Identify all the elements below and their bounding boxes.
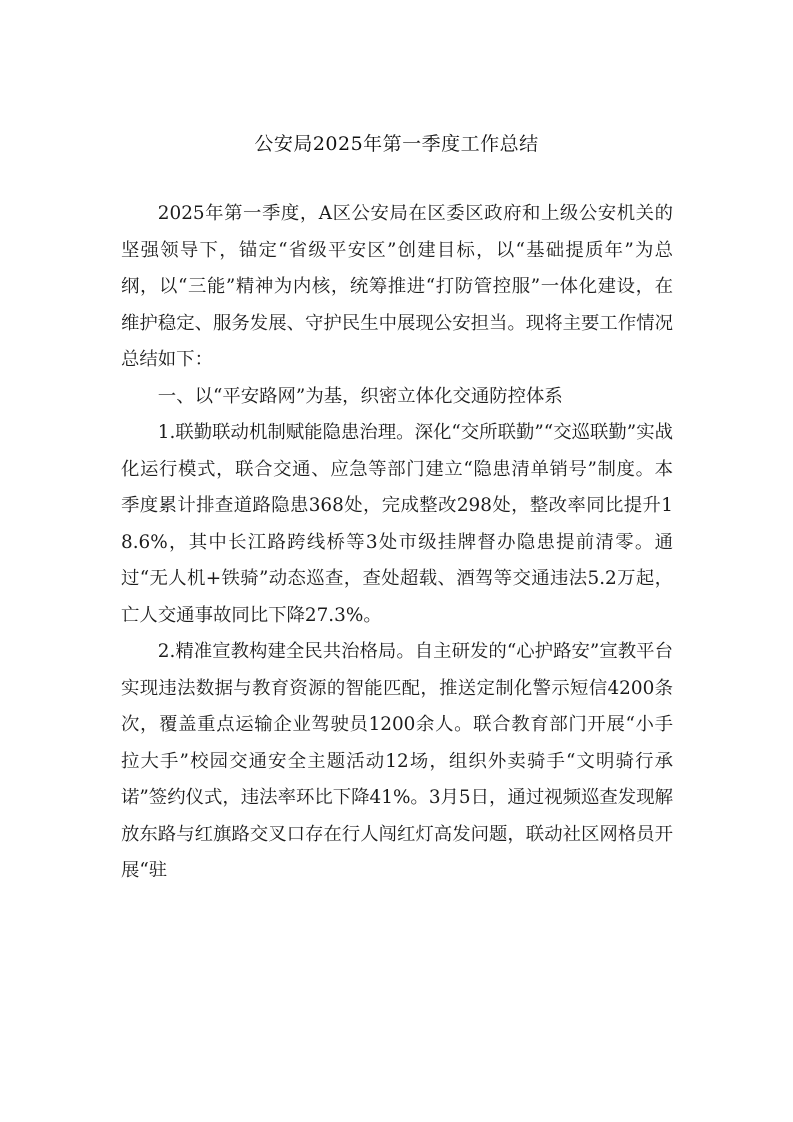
document-body <box>121 196 673 890</box>
document-title: 公安局2025年第一季度工作总结 <box>254 133 539 155</box>
item-paragraph-1: 1.联勤联动机制赋能隐患治理。深化“交所联勤”“交巡联勤”实战化运行模式，联合交通、应急等部门建立“隐患清单销号”制度。本季度累计排查道路隐患368处，完成整改298处，整改率同比提升18.6%，其中长江路跨线桥等3处市级挂牌督办隐患提前清零。通过“无人机+铁骑”动态巡查，查处超载、酒驾等交通违法5.2万起，亡人交通事故同比下降27.3%。 <box>121 422 673 626</box>
intro-paragraph: 2025年第一季度，A区公安局在区委区政府和上级公安机关的坚强领导下，锚定“省级平安区”创建目标，以“基础提质年”为总纲，以“三能”精神为内核，统筹推进“打防管控服”一体化建设，在维护稳定、服务发展、守护民生中展现公安担当。现将主要工作情况总结如下： <box>121 203 673 370</box>
section-heading-1: 一、以“平安路网”为基，织密立体化交通防控体系 <box>157 385 563 407</box>
item-paragraph-2: 2.精准宣教构建全民共治格局。自主研发的“心护路安”宣教平台实现违法数据与教育资源的智能匹配，推送定制化警示短信4200条次，覆盖重点运输企业驾驶员1200余人。联合教育部门开展“小手拉大手”校园交通安全主题活动12场，组织外卖骑手“文明骑行承诺”签约仪式，违法率环比下降41%。3月5日，通过视频巡查发现解放东路与红旗路交叉口存在行人闯红灯高发问题，联动社区网格员开展“驻 <box>121 641 673 881</box>
